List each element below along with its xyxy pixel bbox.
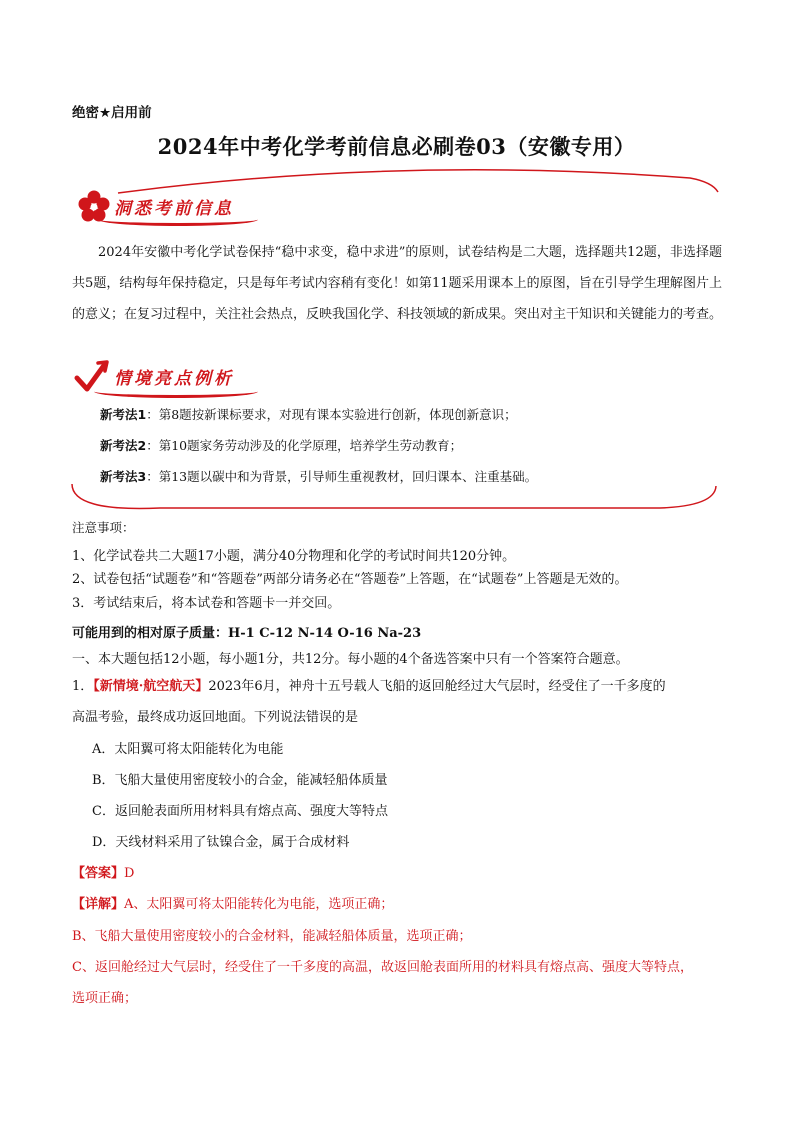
- question-text: 2023年6月，神舟十五号载人飞船的返回舱经过大气层时，经受住了一千多度的: [208, 679, 666, 694]
- exam-point-label: 新考法3: [100, 469, 147, 484]
- section-header-insight: [78, 190, 238, 222]
- question-number: 1．: [72, 679, 94, 694]
- answer-value: D: [124, 866, 135, 881]
- exam-point-text: ：第13题以碳中和为背景，引导师生重视教材，回归课本、注重基础。: [146, 469, 538, 484]
- option-b: B．飞船大量使用密度较小的合金，能减轻船体质量: [92, 773, 388, 788]
- intro-paragraph: 2024年安徽中考化学试卷保持“稳中求变，稳中求进”的原则，试卷结构是二大题，选择题共12题，非选择题共5题，结构每年保持稳定，只是每年考试内容稍有变化！如第11题采用课本上的原图，旨在引导学生理解图片上的意义；在复习过程中，关注社会热点，反映我国化学、科技领域的新成果。突出对主干知识和关键能力的考查。: [72, 245, 723, 322]
- note-item: 2、试卷包括“试题卷”和“答题卷”两部分请务必在“答题卷”上答题，在“试题卷”上答题是无效的。: [72, 572, 628, 587]
- detail-line-c: C、返回舱经过大气层时，经受住了一千多度的高温，故返回舱表面所用的材料具有熔点高、强度大等特点，: [72, 960, 693, 975]
- option-a: A．太阳翼可将太阳能转化为电能: [92, 742, 284, 757]
- atomic-mass-line: 可能用到的相对原子质量：H-1 C-12 N-14 O-16 Na-23: [72, 626, 422, 641]
- page-title: 2024年中考化学考前信息必刷卷03（安徽专用）: [157, 134, 636, 159]
- detail-line-b: B、飞船大量使用密度较小的合金材料，能减轻船体质量，选项正确；: [72, 929, 472, 944]
- option-d: D．天线材料采用了钛镍合金，属于合成材料: [92, 835, 350, 850]
- section-header-highlights: [74, 358, 238, 394]
- exam-point-label: 新考法1: [100, 407, 147, 422]
- question-1-stem-cont: 高温考验，最终成功返回地面。下列说法错误的是: [72, 710, 359, 725]
- note-item: 3．考试结束后，将本试卷和答题卡一并交回。: [72, 596, 341, 611]
- detail-line-c-cont: 选项正确；: [72, 991, 138, 1006]
- part1-instructions: 一、本大题包括12小题，每小题1分，共12分。每小题的4个备选答案中只有一个答案符合题意。: [72, 652, 629, 667]
- question-tag: 【新情境·航空航天】: [93, 679, 209, 694]
- answer-line: [72, 862, 134, 881]
- exam-point-label: 新考法2: [100, 438, 147, 453]
- section-heading: 情境亮点例析: [114, 368, 234, 389]
- section-heading: 洞悉考前信息: [114, 198, 234, 219]
- detail-line-a: [72, 893, 393, 912]
- exam-point-2: [100, 436, 462, 454]
- exam-point-3: [100, 467, 537, 485]
- confidential-label: 绝密★启用前: [72, 105, 152, 121]
- option-c: C．返回舱表面所用材料具有熔点高、强度大等特点: [92, 804, 388, 819]
- exam-point-1: [100, 405, 517, 423]
- exam-point-text: ：第10题家务劳动涉及的化学原理，培养学生劳动教育；: [146, 438, 463, 453]
- detail-label: 【详解】: [72, 897, 125, 912]
- exam-point-text: ：第8题按新课标要求，对现有课本实验进行创新，体现创新意识；: [146, 407, 517, 422]
- note-item: 1、化学试卷共二大题17小题，满分40分物理和化学的考试时间共120分钟。: [72, 549, 516, 564]
- detail-text: A、太阳翼可将太阳能转化为电能，选项正确；: [124, 897, 394, 912]
- question-1-stem: [72, 675, 666, 694]
- notes-title: 注意事项：: [72, 520, 135, 535]
- answer-label: 【答案】: [72, 866, 125, 881]
